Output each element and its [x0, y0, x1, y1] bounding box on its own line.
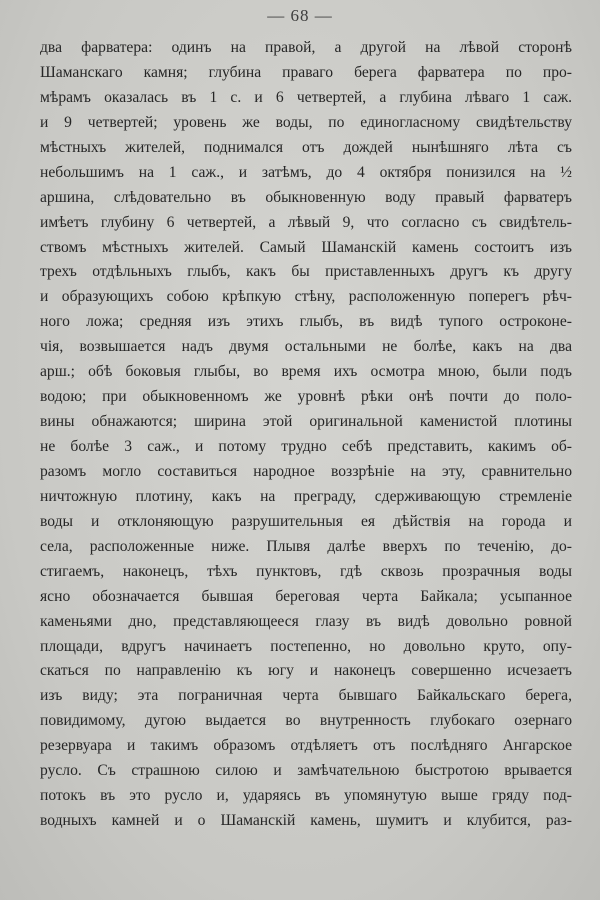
text-line: изъ виду; эта пограничная черта бывшаго Байкальскаго берега,: [40, 687, 572, 705]
text-line: воды и отклоняющую разрушительныя ея дѣйствія на города и: [40, 512, 572, 530]
text-line: аршина, слѣдовательно въ обыкновенную воду правый фарватеръ: [40, 188, 572, 206]
text-line: мѣстныхъ жителей, поднимался отъ дождей нынѣшняго лѣта съ: [40, 138, 572, 156]
text-line: ствомъ мѣстныхъ жителей. Самый Шаманскій камень состоитъ изъ: [40, 238, 572, 256]
text-line: мѣрамъ оказалась въ 1 с. и 6 четвертей, а глубина лѣваго 1 саж.: [40, 88, 572, 106]
text-line: потокъ въ это русло и, ударяясь въ упомянутую выше гряду под-: [40, 787, 572, 805]
text-line: ясно обозначается бывшая береговая черта Байкала; усыпанное: [40, 587, 572, 605]
text-line: русло. Съ страшною силою и замѣчательною быстротою врывается: [40, 762, 572, 780]
text-line: водныхъ камней и о Шаманскій камень, шумитъ и клубится, раз-: [40, 812, 572, 830]
text-line: и образующихъ собою крѣпкую стѣну, расположенную поперегъ рѣч-: [40, 288, 572, 306]
text-line: не болѣе 3 саж., и потому трудно себѣ представить, какимъ об-: [40, 438, 572, 455]
text-line: резервуара и такимъ образомъ отдѣляетъ отъ послѣдняго Ангарское: [40, 737, 572, 755]
text-line: разомъ могло составиться народное воззрѣніе на эту, сравнительно: [40, 462, 572, 480]
text-line: трехъ отдѣльныхъ глыбъ, какъ бы приставленныхъ другъ къ другу: [40, 263, 572, 281]
text-line: чія, возвышается надъ двумя остальными не болѣе, какъ на два: [40, 338, 572, 356]
text-line: небольшимъ на 1 саж., и затѣмъ, до 4 октября понизился на ½: [40, 163, 572, 181]
text-line: имѣетъ глубину 6 четвертей, а лѣвый 9, что согласно съ свидѣтель-: [40, 213, 572, 231]
text-line: вины обнажаются; ширина этой оригинальной каменистой плотины: [40, 413, 572, 431]
text-line: ничтожную плотину, какъ на преграду, сдерживающую стремленіе: [40, 487, 572, 505]
text-line: повидимому, дугою выдается во внутренность глубокаго озернаго: [40, 712, 572, 730]
text-line: каменьями дно, представляющееся глазу въ видѣ довольно ровной: [40, 612, 572, 630]
text-line: скаться по направленію къ югу и наконецъ совершенно исчезаетъ: [40, 662, 572, 680]
body-text: [40, 36, 572, 834]
page-number: — 68 —: [267, 6, 333, 25]
text-line: ного ложа; средняя изъ этихъ глыбъ, въ видѣ тупого остроконе-: [40, 313, 572, 331]
text-line: стигаемъ, наконецъ, тѣхъ пунктовъ, гдѣ сквозь прозрачныя воды: [40, 562, 572, 580]
text-line: площади, вдругъ начинаетъ постепенно, но довольно круто, опу-: [40, 637, 572, 655]
text-line: два фарватера: одинъ на правой, а другой на лѣвой сторонѣ: [40, 39, 572, 56]
text-line: и 9 четвертей; уровень же воды, по единогласному свидѣтельству: [40, 113, 572, 131]
text-line: арш.; обѣ боковыя глыбы, во время ихъ осмотра мною, были подъ: [40, 363, 572, 381]
text-line: водою; при обыкновенномъ же уровнѣ рѣки онѣ почти до поло-: [40, 388, 572, 406]
text-line: Шаманскаго камня; глубина праваго берега фарватера по про-: [40, 63, 572, 81]
text-line: села, расположенные ниже. Плывя далѣе вверхъ по теченію, до-: [40, 537, 572, 555]
